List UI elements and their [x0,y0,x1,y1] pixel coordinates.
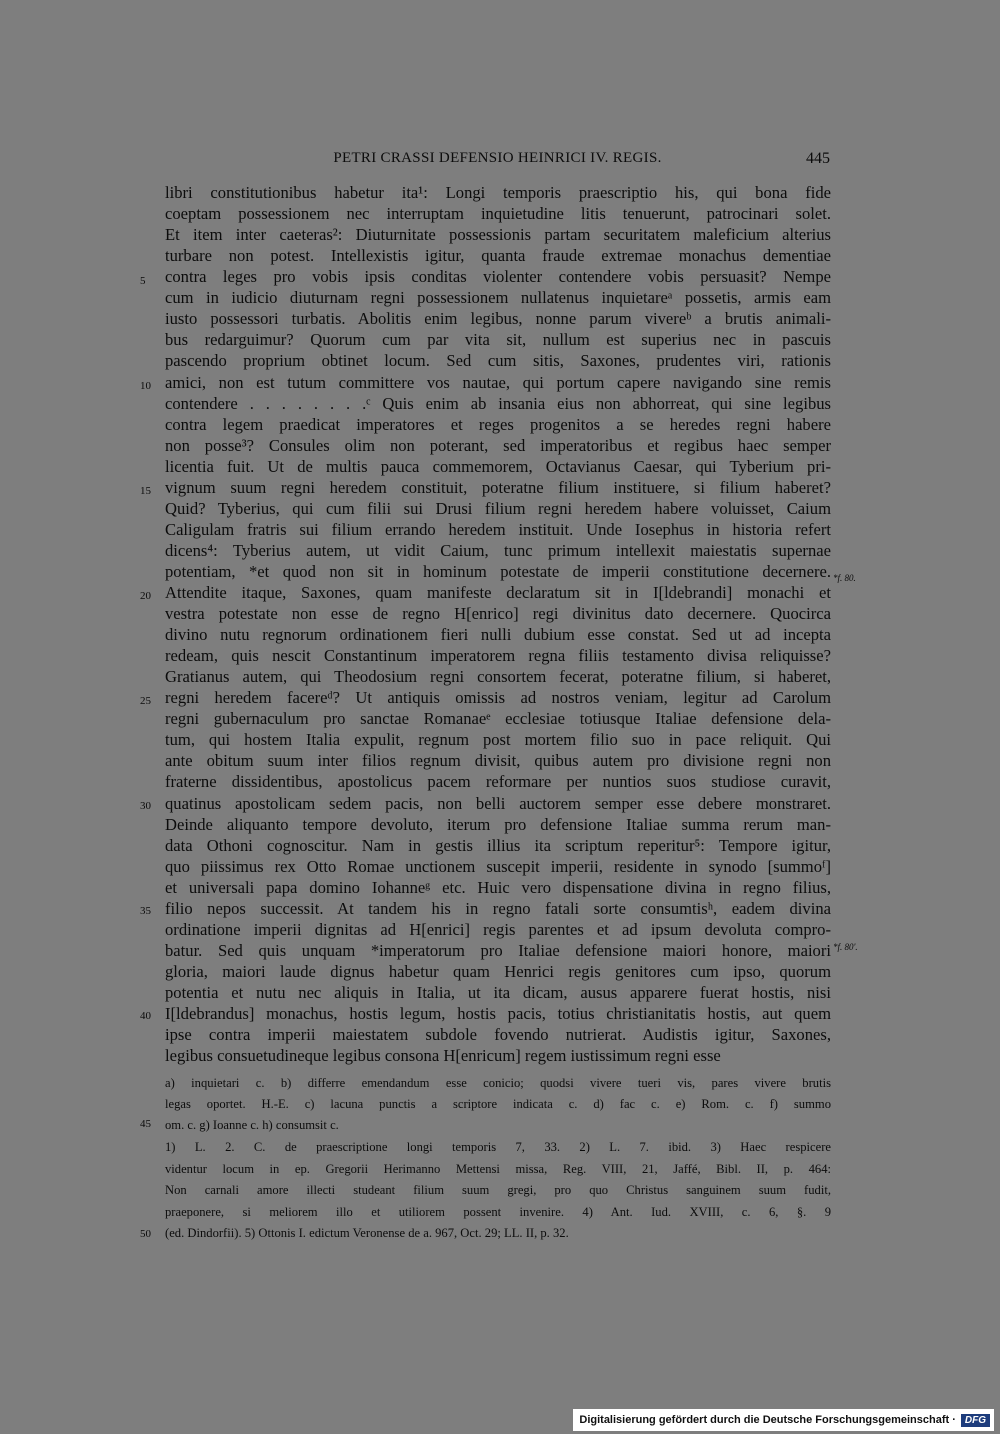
text-line: contra leges pro vobis ipsis conditas violenter contendere vobis persuasit? Nempe [165,267,831,287]
footnote-line: praeponere, si meliorem illo et utiliorem possent invenire. 4) Ant. Iud. XVIII, c. 6, §. 9 [165,1204,831,1219]
footnote-line: (ed. Dindorfii). 5) Ottonis I. edictum Veronense de a. 967, Oct. 29; LL. II, p. 32. [165,1226,569,1240]
line-number: 25 [140,695,151,707]
footnote-line: Non carnali amore illecti studeant filium suum gregi, pro quo Christus sanguinem suum fudit, [165,1183,831,1197]
text-line: cum in iudicio diuturnam regni possessionem nullatenus inquietareᵃ possetis, armis eam [165,288,831,308]
line-number: 40 [140,1010,151,1022]
text-line: pascendo proprium obtinet locum. Sed cum sitis, Saxones, prudentes viri, rationis [165,351,831,371]
line-number: 45 [140,1118,151,1130]
text-line: Deinde aliquanto tempore devoluto, iterum pro defensione Italiae summa rerum man- [165,814,831,834]
text-line: turbare non potest. Intellexistis igitur, quanta fraude extremae monachus dementiae [165,246,831,266]
footnote-line: a) inquietari c. b) differre emendandum esse conicio; quodsi vivere tueri vis, pares vivere brutis [165,1076,831,1090]
line-number: 35 [140,905,151,917]
text-line: ante obitum suum inter filios regnum divisit, quibus autem pro divisione regni non [165,751,831,771]
text-line: regni heredem facereᵈ? Ut antiquis omissis ad nostros veniam, legitur ad Carolum [165,688,831,708]
line-number: 10 [140,380,151,392]
text-line: libri constitutionibus habetur ita¹: Longi temporis praescriptio his, qui bona fide [165,183,831,202]
line-number: 20 [140,590,151,602]
text-line: I[ldebrandus] monachus, hostis legum, hostis pacis, totius christianitatis hostis, aut quem [165,1004,831,1023]
text-line: bus redarguimur? Quorum cum par vita sit, nullum est superius nec in pascuis [165,330,831,350]
text-line: quatinus apostolicam sedem pacis, non belli auctorem semper esse debere monstraret. [165,793,831,813]
text-line: vestra potestate non esse de regno H[enrico] regi divinitus dato decernere. Quocirca [165,604,831,623]
margin-note: *f. 80. [833,573,856,583]
text-line: Quid? Tyberius, qui cum filii sui Drusi filium regni heredem habere voluisset, Caium [165,498,831,518]
text-line: quo piissimus rex Otto Romae unctionem suscepit imperii, residente in synodo [summoᶠ] [165,856,831,876]
footer-text: Digitalisierung gefördert durch die Deutsche Forschungsgemeinschaft · [579,1414,956,1426]
text-line: Caligulam fratris sui filium errando heredem instituit. Unde Iosephus in historia refert [165,519,831,539]
footnote-line: om. c. g) Ioanne c. h) consumsit c. [165,1118,339,1132]
text-line: dicens⁴: Tyberius autem, ut vidit Caium, tunc primum intellexit maiestatis supernae [165,540,831,560]
margin-note: *f. 80'. [833,942,858,952]
text-line: gloria, maiori laude dignus habetur quam Henrici regis genitores cum ipso, quorum [165,961,831,981]
dfg-logo: DFG [961,1414,990,1427]
running-header [165,150,830,174]
page-number: 445 [806,150,830,167]
line-number: 50 [140,1228,151,1240]
text-line: ordinatione imperii dignitas ad H[enrici] regis parentes et ad ipsum devoluta compro- [165,919,831,939]
text-line: regni gubernaculum pro sanctae Romanaeᵉ ecclesiae totiusque Italiae defensione dela- [165,709,831,729]
text-line: data Othoni cognoscitur. Nam in gestis illius ita scriptum reperitur⁵: Tempore igitur, [165,835,831,855]
text-line: divino nutu regnorum ordinationem fieri nulli dubium esse constat. Sed ut ad incepta [165,625,831,644]
text-line: vignum suum regni heredem constituit, poteratne filium instituere, si filium haberet? [165,477,831,497]
text-line: potentia et nutu nec aliquis in Italia, ut ita dicam, ausus apparere fuerat hostis, nisi [165,982,831,1002]
text-line: amici, non est tutum committere vos nautae, qui portum capere navigando sine remis [165,372,831,392]
text-line: legibus consuetudineque legibus consona H[enricum] regem iustissimum regni esse [165,1046,721,1066]
funding-footer [573,1409,994,1431]
text-line: et universali papa domino Iohanneᵍ etc. Huic vero dispensatione divina in regno filius, [165,877,831,897]
line-number: 15 [140,485,151,497]
text-line: Gratianus autem, qui Theodosium regni consortem fecerat, poteratne filium, si haberet, [165,667,831,687]
text-line: fraterne dissidentibus, apostolicus pacem reformare per nuntios suos studiose curavit, [165,772,831,792]
text-line: licentia fuit. Ut de multis pauca commemorem, Octavianus Caesar, qui Tyberium pri- [165,456,831,476]
text-line: Attendite itaque, Saxones, quam manifeste declaratum sit in I[ldebrandi] monachi et [165,583,831,602]
footnote-line: legas oportet. H.-E. c) lacuna punctis a scriptore indicata c. d) fac c. e) Rom. c. f) summo [165,1097,831,1111]
footnote-line: videntur locum in ep. Gregorii Herimanno Mettensi missa, Reg. VIII, 21, Jaffé, Bibl. II, p. 464: [165,1161,831,1176]
running-title: PETRI CRASSI DEFENSIO HEINRICI IV. REGIS. [333,150,662,166]
text-line: contendere . . . . . . . .ᶜ Quis enim ab insania eius non abhorreat, qui sine legibus [165,393,831,413]
text-line: iusto possessori turbatis. Abolitis enim legibus, nonne parum vivereᵇ a brutis animali- [165,309,831,329]
text-line: ipse contra imperii maiestatem subdole fovendo nutrierat. Audistis igitur, Saxones, [165,1025,831,1044]
text-line: contra legem praedicat imperatores et reges progenitos a se heredes regni habere [165,414,831,434]
line-number: 5 [140,275,146,287]
text-line: redeam, quis nescit Constantinum imperatorem regna filiis testamento divisa reliquisse? [165,646,831,666]
text-line: tum, qui hostem Italia expulit, regnum post mortem filio suo in pace reliquit. Qui [165,730,831,750]
text-line: non posse³? Consules olim non poterant, sed imperatoribus et regibus haec semper [165,435,831,455]
text-line: coeptam possessionem nec interruptam inquietudine litis tenuerunt, patrocinari solet. [165,204,831,224]
text-line: batur. Sed quis unquam *imperatorum pro Italiae defensione maiori honore, maiori [165,940,831,960]
text-line: potentiam, *et quod non sit in hominum potestate de imperii constitutione decernere. [165,561,831,581]
text-line: Et item inter caeteras²: Diuturnitate possessionis partam securitatem maleficium alterius [165,225,831,245]
text-line: filio nepos successit. At tandem his in regno fatali sorte consumtisʰ, eadem divina [165,898,831,918]
line-number: 30 [140,800,151,812]
footnote-line: 1) L. 2. C. de praescriptione longi temporis 7, 33. 2) L. 7. ibid. 3) Haec respicere [165,1140,831,1154]
